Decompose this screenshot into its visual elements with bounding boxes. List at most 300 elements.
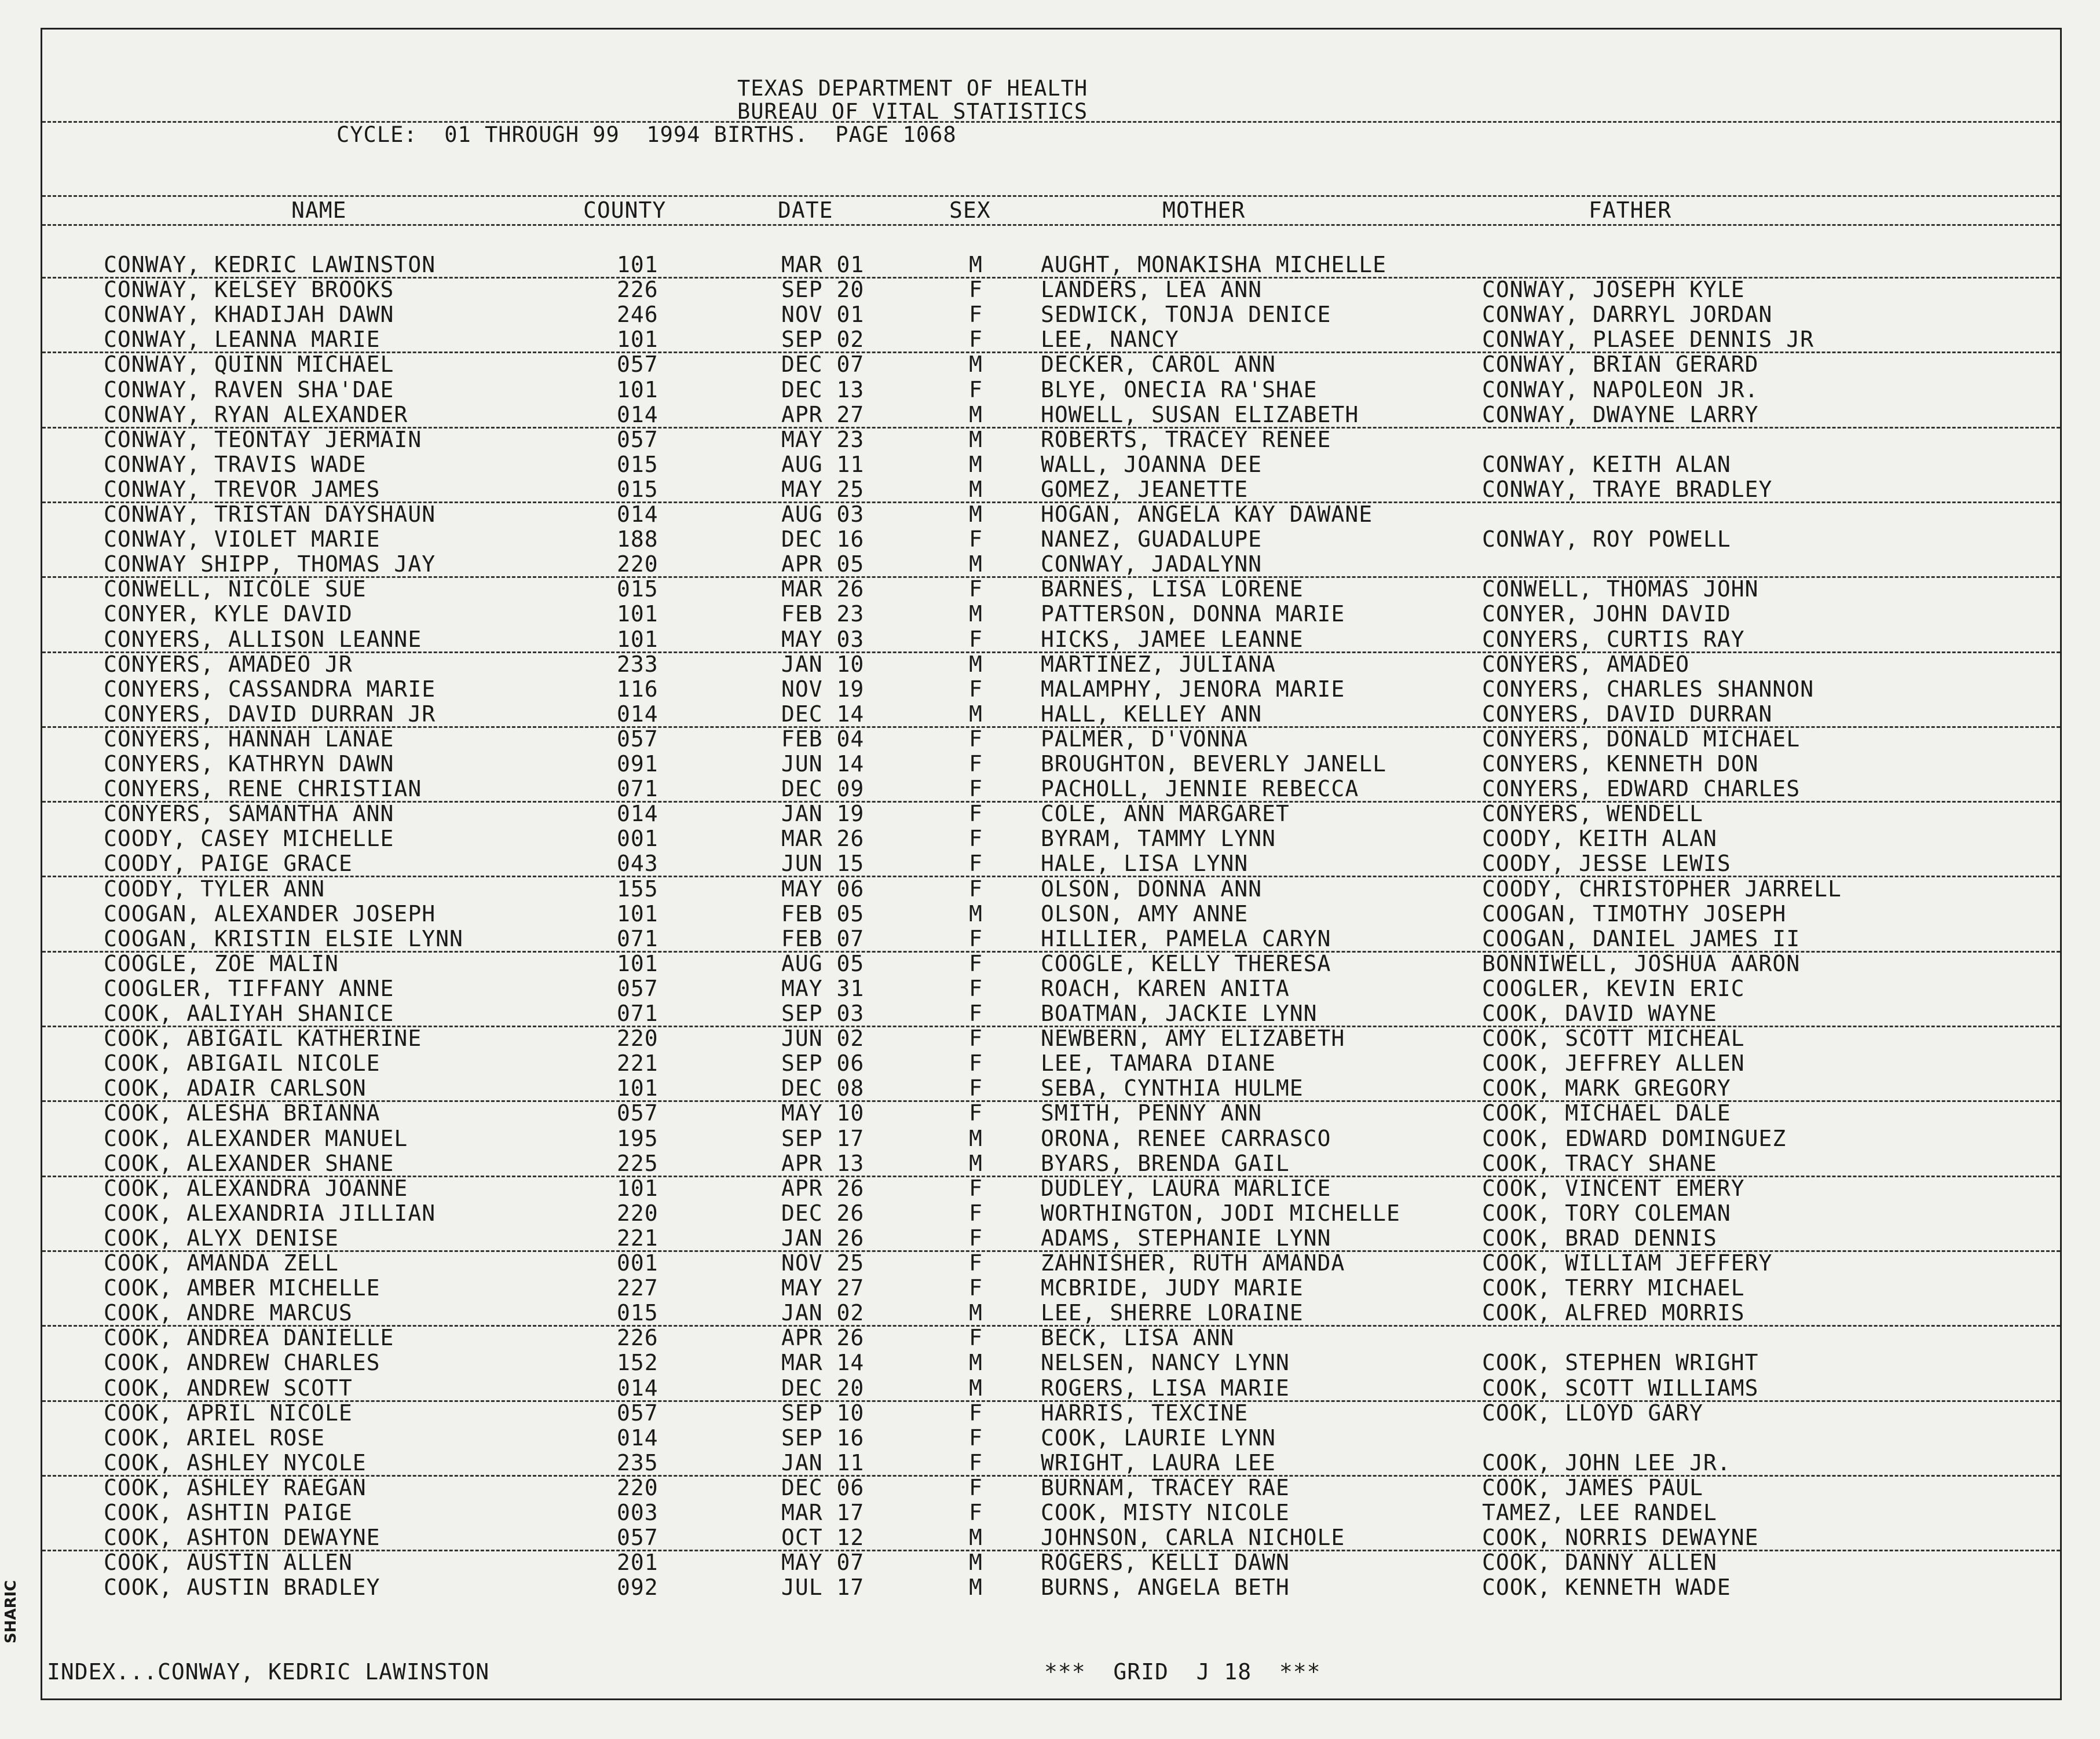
cell-date: APR 13 [781, 1150, 865, 1176]
cell-name: COOK, ANDREA DANIELLE [104, 1325, 394, 1351]
cell-county: 057 [617, 1525, 658, 1551]
cell-father: COOK, VINCENT EMERY [1482, 1175, 1745, 1201]
column-header-mother: MOTHER [1162, 197, 1246, 223]
cell-name: COODY, TYLER ANN [104, 876, 325, 902]
cell-name: COOK, ALEXANDRA JOANNE [104, 1175, 408, 1201]
cell-mother: WALL, JOANNA DEE [1041, 451, 1263, 477]
cell-name: COOK, ABIGAIL KATHERINE [104, 1026, 422, 1052]
cell-sex: M [969, 352, 983, 378]
cell-mother: WORTHINGTON, JODI MICHELLE [1041, 1200, 1400, 1226]
column-header-father: FATHER [1589, 197, 1672, 223]
cell-sex: F [969, 1250, 983, 1276]
cell-name: COODY, CASEY MICHELLE [104, 826, 394, 852]
table-row [42, 726, 2060, 751]
cell-county: 220 [617, 1026, 658, 1052]
cell-date: JAN 11 [781, 1449, 865, 1476]
cell-county: 015 [617, 1300, 658, 1326]
cell-mother: NEWBERN, AMY ELIZABETH [1041, 1026, 1345, 1052]
cell-date: JAN 02 [781, 1300, 865, 1326]
cell-county: 227 [617, 1275, 658, 1301]
footer-grid: *** GRID J 18 *** [1044, 1659, 1321, 1685]
cell-date: FEB 07 [781, 925, 865, 951]
cell-father: COOK, DAVID WAYNE [1482, 1001, 1717, 1026]
cell-sex: F [969, 925, 983, 951]
cell-county: 015 [617, 576, 658, 602]
cell-mother: HOWELL, SUSAN ELIZABETH [1041, 401, 1359, 427]
cell-name: COODY, PAIGE GRACE [104, 851, 353, 877]
table-row [42, 1525, 2060, 1551]
cell-county: 015 [617, 451, 658, 477]
table-row [42, 801, 2060, 826]
cell-sex: M [969, 1350, 983, 1376]
cell-county: 221 [617, 1225, 658, 1251]
cell-sex: F [969, 726, 983, 752]
cell-county: 235 [617, 1449, 658, 1476]
cell-sex: F [969, 1275, 983, 1301]
cell-date: FEB 04 [781, 726, 865, 752]
cell-sex: F [969, 975, 983, 1001]
cell-name: COOK, AMBER MICHELLE [104, 1275, 381, 1301]
cell-name: CONYERS, KATHRYN DAWN [104, 751, 394, 777]
header-subtitle: BUREAU OF VITAL STATISTICS [737, 99, 1088, 124]
cell-date: APR 26 [781, 1325, 865, 1351]
table-row [42, 1375, 2060, 1402]
cell-mother: WRIGHT, LAURA LEE [1041, 1449, 1276, 1476]
cell-date: SEP 20 [781, 277, 865, 303]
cell-county: 001 [617, 826, 658, 852]
cell-mother: HILLIER, PAMELA CARYN [1041, 925, 1331, 951]
table-row [42, 1126, 2060, 1151]
cell-father: CONYERS, WENDELL [1482, 801, 1704, 827]
cell-father: CONWAY, JOSEPH KYLE [1482, 277, 1745, 303]
cell-mother: CONWAY, JADALYNN [1041, 551, 1263, 577]
table-row [42, 1400, 2060, 1425]
cell-county: 101 [617, 1175, 658, 1201]
cell-name: COOK, ANDREW SCOTT [104, 1375, 353, 1401]
cell-date: APR 05 [781, 551, 865, 577]
document-page [41, 28, 2062, 1700]
cell-father: CONWAY, BRIAN GERARD [1482, 352, 1759, 378]
cell-sex: F [969, 327, 983, 353]
cell-sex: F [969, 576, 983, 602]
table-row [42, 452, 2060, 477]
cell-sex: F [969, 1026, 983, 1052]
cell-date: JUN 02 [781, 1026, 865, 1052]
cell-name: CONWAY, QUINN MICHAEL [104, 352, 394, 378]
cell-name: CONWAY, KELSEY BROOKS [104, 277, 394, 303]
cell-father: CONWELL, THOMAS JOHN [1482, 576, 1759, 602]
table-row [42, 951, 2060, 976]
cell-name: COOK, APRIL NICOLE [104, 1400, 353, 1426]
cell-sex: F [969, 826, 983, 852]
cell-sex: M [969, 1575, 983, 1601]
cell-date: DEC 13 [781, 376, 865, 402]
cell-name: COOK, AUSTIN BRADLEY [104, 1575, 381, 1601]
cell-sex: M [969, 651, 983, 677]
cell-father: COOK, SCOTT WILLIAMS [1482, 1375, 1759, 1401]
cell-date: NOV 01 [781, 302, 865, 328]
cell-father: COODY, CHRISTOPHER JARRELL [1482, 876, 1842, 902]
cell-mother: ROGERS, LISA MARIE [1041, 1375, 1290, 1401]
cell-mother: BROUGHTON, BEVERLY JANELL [1041, 751, 1386, 777]
cell-county: 101 [617, 900, 658, 927]
cell-county: 220 [617, 1200, 658, 1226]
cell-father: COOK, MARK GREGORY [1482, 1075, 1731, 1101]
cell-father: COOGAN, DANIEL JAMES II [1482, 925, 1801, 951]
cell-mother: COLE, ANN MARGARET [1041, 801, 1290, 827]
cell-father: COOK, ALFRED MORRIS [1482, 1300, 1745, 1326]
cell-mother: ZAHNISHER, RUTH AMANDA [1041, 1250, 1345, 1276]
header-title: TEXAS DEPARTMENT OF HEALTH [737, 76, 1088, 101]
table-row [42, 477, 2060, 503]
cell-father: COOGAN, TIMOTHY JOSEPH [1482, 900, 1787, 927]
cell-mother: LEE, SHERRE LORAINE [1041, 1300, 1304, 1326]
cell-sex: M [969, 1550, 983, 1576]
cell-mother: SEBA, CYNTHIA HULME [1041, 1075, 1304, 1101]
cell-name: COOK, ARIEL ROSE [104, 1425, 325, 1451]
cell-sex: F [969, 1100, 983, 1126]
cell-mother: COOK, MISTY NICOLE [1041, 1500, 1290, 1525]
column-header-divider [42, 224, 2060, 226]
cell-date: MAY 25 [781, 476, 865, 502]
cell-county: 226 [617, 1325, 658, 1351]
cell-county: 057 [617, 1100, 658, 1126]
cell-county: 015 [617, 476, 658, 502]
cell-date: MAR 26 [781, 826, 865, 852]
cell-county: 001 [617, 1250, 658, 1276]
cell-mother: COOGLE, KELLY THERESA [1041, 950, 1331, 976]
cell-name: CONWAY, TEONTAY JERMAIN [104, 426, 422, 452]
cell-name: COOK, ALYX DENISE [104, 1225, 339, 1251]
cell-sex: M [969, 1300, 983, 1326]
cell-mother: GOMEZ, JEANETTE [1041, 476, 1249, 502]
cell-date: MAR 26 [781, 576, 865, 602]
cell-date: OCT 12 [781, 1525, 865, 1551]
cell-name: COOK, ALEXANDER SHANE [104, 1150, 394, 1176]
column-header-date: DATE [778, 197, 833, 223]
cell-mother: LEE, NANCY [1041, 327, 1179, 353]
cell-name: COOK, ASHTON DEWAYNE [104, 1525, 381, 1551]
cell-father: CONYERS, CHARLES SHANNON [1482, 676, 1814, 702]
table-row [42, 252, 2060, 279]
cell-name: COOK, AMANDA ZELL [104, 1250, 339, 1276]
cell-sex: M [969, 1525, 983, 1551]
table-row [42, 1550, 2060, 1575]
cell-name: COOK, ALEXANDRIA JILLIAN [104, 1200, 436, 1226]
cell-date: SEP 03 [781, 1001, 865, 1026]
cell-father: COODY, KEITH ALAN [1482, 826, 1717, 852]
cell-date: SEP 16 [781, 1425, 865, 1451]
cell-mother: MARTINEZ, JULIANA [1041, 651, 1276, 677]
cell-name: CONYERS, ALLISON LEANNE [104, 626, 422, 652]
cell-father: COOK, TRACY SHANE [1482, 1150, 1717, 1176]
cell-sex: M [969, 601, 983, 627]
cell-county: 057 [617, 1400, 658, 1426]
table-row [42, 576, 2060, 601]
cell-sex: F [969, 1175, 983, 1201]
table-row [42, 1575, 2060, 1599]
table-row [42, 526, 2060, 551]
cell-date: NOV 19 [781, 676, 865, 702]
table-row [42, 1300, 2060, 1327]
cell-mother: ROBERTS, TRACEY RENEE [1041, 426, 1331, 452]
cell-father: CONYERS, DAVID DURRAN [1482, 701, 1773, 727]
cell-sex: F [969, 1001, 983, 1026]
cell-sex: M [969, 252, 983, 277]
table-row [42, 976, 2060, 1001]
cell-date: JUN 15 [781, 851, 865, 877]
cell-county: 101 [617, 626, 658, 652]
table-row [42, 352, 2060, 376]
cell-father: COOK, JAMES PAUL [1482, 1474, 1704, 1500]
cell-father: CONWAY, TRAYE BRADLEY [1482, 476, 1773, 502]
cell-date: MAY 07 [781, 1550, 865, 1576]
cell-father: CONWAY, KEITH ALAN [1482, 451, 1731, 477]
cell-date: DEC 09 [781, 776, 865, 802]
table-row [42, 701, 2060, 728]
cell-name: CONWAY, RYAN ALEXANDER [104, 401, 408, 427]
cell-county: 246 [617, 302, 658, 328]
cell-county: 071 [617, 925, 658, 951]
cell-father: CONYERS, DONALD MICHAEL [1482, 726, 1801, 752]
cell-county: 057 [617, 726, 658, 752]
cell-father: CONWAY, DARRYL JORDAN [1482, 302, 1773, 328]
cell-father: CONYER, JOHN DAVID [1482, 601, 1731, 627]
cell-mother: LEE, TAMARA DIANE [1041, 1050, 1276, 1077]
cell-county: 220 [617, 1474, 658, 1500]
column-header-sex: SEX [949, 197, 991, 223]
cell-mother: BLYE, ONECIA RA'SHAE [1041, 376, 1318, 402]
cell-date: AUG 05 [781, 950, 865, 976]
table-row [42, 1275, 2060, 1300]
cell-sex: M [969, 551, 983, 577]
cell-date: SEP 02 [781, 327, 865, 353]
cell-father: COOK, EDWARD DOMINGUEZ [1482, 1125, 1787, 1151]
cell-name: CONWELL, NICOLE SUE [104, 576, 367, 602]
cell-mother: COOK, LAURIE LYNN [1041, 1425, 1276, 1451]
table-row [42, 1050, 2060, 1075]
table-row [42, 402, 2060, 429]
cell-date: MAR 14 [781, 1350, 865, 1376]
cell-mother: SEDWICK, TONJA DENICE [1041, 302, 1331, 328]
table-row [42, 1001, 2060, 1027]
cell-mother: BYRAM, TAMMY LYNN [1041, 826, 1276, 852]
cell-name: COOK, AUSTIN ALLEN [104, 1550, 353, 1576]
table-row [42, 1325, 2060, 1350]
cell-father: CONYERS, AMADEO [1482, 651, 1690, 677]
cell-sex: F [969, 1425, 983, 1451]
cell-sex: F [969, 1325, 983, 1351]
table-row [42, 427, 2060, 452]
cell-county: 014 [617, 801, 658, 827]
cell-mother: BYARS, BRENDA GAIL [1041, 1150, 1290, 1176]
cell-name: COOGLE, ZOE MALIN [104, 950, 339, 976]
cell-mother: HICKS, JAMEE LEANNE [1041, 626, 1304, 652]
cell-county: 057 [617, 352, 658, 378]
cell-father: CONWAY, NAPOLEON JR. [1482, 376, 1759, 402]
cell-sex: F [969, 376, 983, 402]
cell-county: 101 [617, 1075, 658, 1101]
cell-mother: ORONA, RENEE CARRASCO [1041, 1125, 1331, 1151]
cell-name: COOGAN, KRISTIN ELSIE LYNN [104, 925, 463, 951]
cell-county: 057 [617, 975, 658, 1001]
cell-sex: F [969, 1225, 983, 1251]
cell-mother: HARRIS, TEXCINE [1041, 1400, 1249, 1426]
cell-date: MAY 27 [781, 1275, 865, 1301]
cell-father: COOK, JEFFREY ALLEN [1482, 1050, 1745, 1077]
cell-mother: OLSON, DONNA ANN [1041, 876, 1263, 902]
table-row [42, 1176, 2060, 1200]
cell-mother: PALMER, D'VONNA [1041, 726, 1249, 752]
cell-name: CONWAY, VIOLET MARIE [104, 526, 381, 552]
cell-name: CONWAY, KHADIJAH DAWN [104, 302, 394, 328]
cell-father: COOK, DANNY ALLEN [1482, 1550, 1717, 1576]
cell-sex: F [969, 776, 983, 802]
cell-county: 057 [617, 426, 658, 452]
side-stamp: SHARIC [2, 1580, 20, 1643]
table-row [42, 1026, 2060, 1050]
cell-county: 188 [617, 526, 658, 552]
cell-name: COOGLER, TIFFANY ANNE [104, 975, 394, 1001]
table-row [42, 1500, 2060, 1525]
cell-sex: M [969, 1150, 983, 1176]
cell-date: AUG 11 [781, 451, 865, 477]
cell-father: CONWAY, ROY POWELL [1482, 526, 1731, 552]
cell-name: CONYERS, SAMANTHA ANN [104, 801, 394, 827]
cell-county: 014 [617, 701, 658, 727]
cell-mother: LANDERS, LEA ANN [1041, 277, 1263, 303]
table-row [42, 751, 2060, 776]
cell-mother: BURNS, ANGELA BETH [1041, 1575, 1290, 1601]
cell-name: CONWAY, KEDRIC LAWINSTON [104, 252, 436, 277]
cell-father: COOK, BRAD DENNIS [1482, 1225, 1717, 1251]
cell-county: 233 [617, 651, 658, 677]
cell-mother: ADAMS, STEPHANIE LYNN [1041, 1225, 1331, 1251]
cell-father: COOK, JOHN LEE JR. [1482, 1449, 1731, 1476]
cell-county: 101 [617, 601, 658, 627]
cell-county: 014 [617, 501, 658, 527]
table-row [42, 327, 2060, 353]
cell-name: CONYERS, AMADEO JR [104, 651, 353, 677]
table-row [42, 627, 2060, 653]
cell-date: DEC 26 [781, 1200, 865, 1226]
table-row [42, 901, 2060, 926]
cell-date: DEC 20 [781, 1375, 865, 1401]
cell-county: 226 [617, 277, 658, 303]
table-row [42, 1250, 2060, 1275]
table-row [42, 302, 2060, 327]
table-row [42, 826, 2060, 851]
cell-mother: DUDLEY, LAURA MARLICE [1041, 1175, 1331, 1201]
cell-sex: F [969, 851, 983, 877]
table-row [42, 1075, 2060, 1102]
cell-name: CONYER, KYLE DAVID [104, 601, 353, 627]
cell-date: APR 27 [781, 401, 865, 427]
table-row [42, 876, 2060, 901]
cell-date: DEC 08 [781, 1075, 865, 1101]
cell-date: JAN 26 [781, 1225, 865, 1251]
cell-mother: BURNAM, TRACEY RAE [1041, 1474, 1290, 1500]
cell-sex: M [969, 451, 983, 477]
cell-name: CONWAY, TREVOR JAMES [104, 476, 381, 502]
cell-date: MAY 10 [781, 1100, 865, 1126]
cell-date: MAY 06 [781, 876, 865, 902]
cell-county: 201 [617, 1550, 658, 1576]
cell-sex: F [969, 277, 983, 303]
cell-county: 101 [617, 327, 658, 353]
cell-name: CONYERS, CASSANDRA MARIE [104, 676, 436, 702]
cell-county: 014 [617, 401, 658, 427]
cell-father: COOK, NORRIS DEWAYNE [1482, 1525, 1759, 1551]
cell-name: COOK, ANDRE MARCUS [104, 1300, 353, 1326]
table-row [42, 1225, 2060, 1252]
cell-mother: BARNES, LISA LORENE [1041, 576, 1304, 602]
cell-sex: M [969, 900, 983, 927]
footer-index: INDEX...CONWAY, KEDRIC LAWINSTON [47, 1659, 490, 1685]
cell-mother: AUGHT, MONAKISHA MICHELLE [1041, 252, 1386, 277]
cell-father: TAMEZ, LEE RANDEL [1482, 1500, 1717, 1525]
cycle-line: CYCLE: 01 THROUGH 99 1994 BIRTHS. PAGE 1068 [336, 122, 957, 147]
table-row [42, 1200, 2060, 1225]
cell-date: DEC 14 [781, 701, 865, 727]
cell-county: 220 [617, 551, 658, 577]
cell-name: COOGAN, ALEXANDER JOSEPH [104, 900, 436, 927]
cell-county: 116 [617, 676, 658, 702]
cell-county: 195 [617, 1125, 658, 1151]
cell-sex: F [969, 1050, 983, 1077]
cell-county: 071 [617, 1001, 658, 1026]
cell-date: FEB 05 [781, 900, 865, 927]
cell-date: MAY 31 [781, 975, 865, 1001]
cell-father: CONYERS, CURTIS RAY [1482, 626, 1745, 652]
cell-father: CONWAY, PLASEE DENNIS JR [1482, 327, 1814, 353]
table-row [42, 651, 2060, 676]
cell-name: COOK, ASHLEY RAEGAN [104, 1474, 367, 1500]
cell-county: 071 [617, 776, 658, 802]
cell-date: JAN 10 [781, 651, 865, 677]
table-row [42, 1151, 2060, 1177]
cell-mother: HALE, LISA LYNN [1041, 851, 1249, 877]
cell-date: SEP 06 [781, 1050, 865, 1077]
table-row [42, 551, 2060, 578]
cell-county: 101 [617, 252, 658, 277]
cell-mother: SMITH, PENNY ANN [1041, 1100, 1263, 1126]
table-row [42, 851, 2060, 877]
cell-sex: M [969, 1375, 983, 1401]
cell-father: COOK, TORY COLEMAN [1482, 1200, 1731, 1226]
cell-sex: M [969, 1125, 983, 1151]
cell-sex: F [969, 1200, 983, 1226]
cell-sex: F [969, 751, 983, 777]
cell-date: DEC 07 [781, 352, 865, 378]
cell-county: 152 [617, 1350, 658, 1376]
cell-sex: M [969, 401, 983, 427]
cell-date: DEC 16 [781, 526, 865, 552]
table-row [42, 377, 2060, 402]
cell-mother: NELSEN, NANCY LYNN [1041, 1350, 1290, 1376]
cell-sex: F [969, 302, 983, 328]
cell-mother: HALL, KELLEY ANN [1041, 701, 1263, 727]
cell-county: 225 [617, 1150, 658, 1176]
cell-father: COOK, STEPHEN WRIGHT [1482, 1350, 1759, 1376]
table-row [42, 1350, 2060, 1375]
cell-county: 014 [617, 1375, 658, 1401]
cell-mother: ROACH, KAREN ANITA [1041, 975, 1290, 1001]
cell-father: CONYERS, KENNETH DON [1482, 751, 1759, 777]
table-row [42, 1100, 2060, 1125]
cell-mother: PATTERSON, DONNA MARIE [1041, 601, 1345, 627]
cell-sex: F [969, 876, 983, 902]
